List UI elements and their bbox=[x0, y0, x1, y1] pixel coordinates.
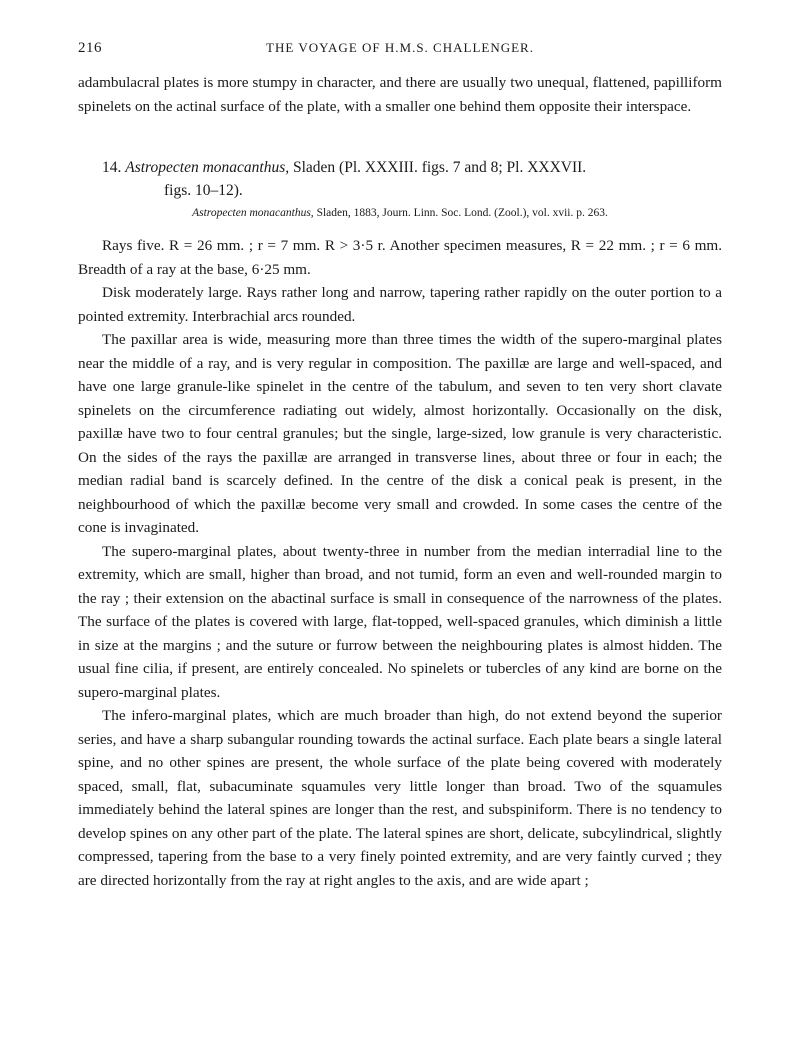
paragraph-paxillar: The paxillar area is wide, measuring more than three times the width of the supero-marginal plates near the middle of a ray, and is very regular in composition. The paxillæ are large and well-spaced, and have one large granule-like spinelet in the centre of the tabulum, and seven to ten very short clavate spinelets on the circumference radiating out widely, almost horizontally. Occasionally on the disk, paxillæ have two to four central granules; but the single, large-sized, low granule is very characteristic. On the sides of the rays the paxillæ are arranged in transverse lines, about three or four in each; the median radial band is scarcely defined. In the centre of the disk a conical peak is present, in the neighbourhood of which the paxillæ become very small and crowded. In some cases the centre of the cone is invaginated. bbox=[78, 331, 722, 536]
running-head: THE VOYAGE OF H.M.S. CHALLENGER. bbox=[266, 40, 534, 55]
paragraph-supero-marginal: The supero-marginal plates, about twenty-three in number from the median interradial line to the extremity, which are small, higher than broad, and not tumid, form an even and well-rounded margin to the ray ; their extension on the abactinal surface is small in consequence of the narrowness of the plates. The surface of the plates is covered with large, flat-topped, well-spaced granules, which diminish a little in size at the margins ; and the suture or furrow between the neighbouring plates is almost hidden. The usual fine cilia, if present, are entirely concealed. No spinelets or tubercles of any kind are borne on the supero-marginal plates. bbox=[78, 542, 722, 701]
citation-species: Astropecten monacanthus, bbox=[192, 207, 314, 219]
paragraph-infero-marginal: The infero-marginal plates, which are much broader than high, do not extend beyond the superior series, and have a sharp subangular rounding towards the actinal surface. Each plate bears a single lateral spine, and no other spines are present, the whole surface of the plate being covered with moderately spaced, small, flat, subacuminate squamules very little longer than broad. Two of the squamules immediately behind the lateral spines are longer than the rest, and subspiniform. There is no tendency to develop spines on any other part of the plate. The lateral spines are short, delicate, subcylindrical, slightly compressed, tapering from the base to a very finely pointed extremity, and are very faintly curved ; they are directed horizontally from the ray at right angles to the axis, and are wide apart ; bbox=[78, 707, 722, 889]
citation-rest: Sladen, 1883, Journ. Linn. Soc. Lond. (Zool.), vol. xvii. p. 263. bbox=[316, 207, 608, 219]
page-number: 216 bbox=[78, 40, 102, 56]
entry-number: 14. bbox=[102, 159, 122, 176]
species-heading bbox=[78, 156, 722, 180]
page-header bbox=[78, 40, 722, 57]
citation bbox=[78, 204, 722, 222]
paragraph-disk: Disk moderately large. Rays rather long and narrow, tapering rather rapidly on the outer portion to a pointed extremity. Interbrachial arcs rounded. bbox=[78, 284, 722, 325]
species-name: Astropecten monacanthus, bbox=[125, 159, 290, 176]
intro-paragraph: adambulacral plates is more stumpy in character, and there are usually two unequal, flattened, papilliform spinelets on the actinal surface of the plate, with a smaller one behind them opposite their interspace. bbox=[78, 74, 722, 115]
paragraph-rays: Rays five. R = 26 mm. ; r = 7 mm. R > 3·5 r. Another specimen measures, R = 22 mm. ; r = 6 mm. Breadth of a ray at the base, 6·25 mm. bbox=[78, 237, 722, 278]
author-refs-continued: figs. 10–12). bbox=[164, 182, 243, 199]
author-refs: Sladen (Pl. XXXIII. figs. 7 and 8; Pl. XXXVII. bbox=[293, 159, 587, 176]
section-gap bbox=[78, 118, 722, 156]
